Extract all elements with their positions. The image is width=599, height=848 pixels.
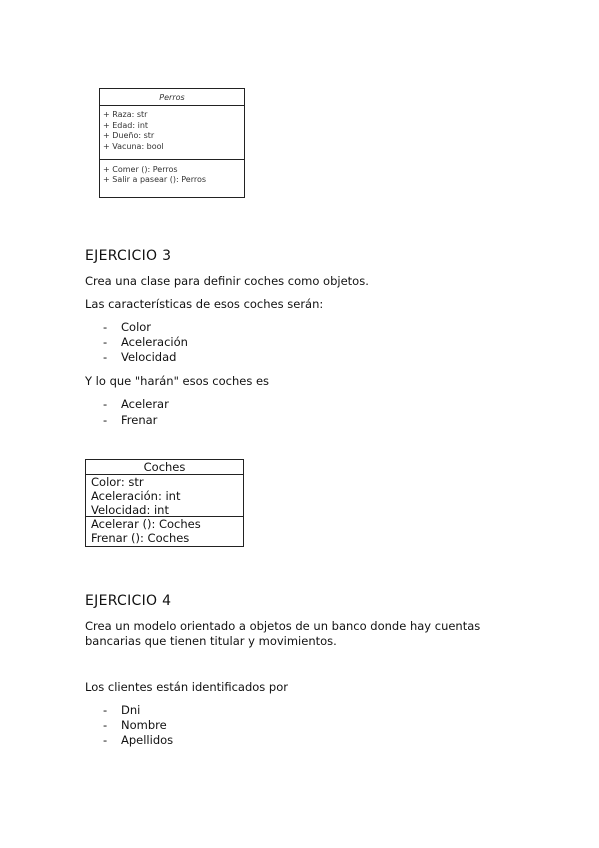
bullet-dash: - — [103, 335, 108, 349]
uml-attribute: + Edad: int — [103, 120, 149, 130]
heading-ejercicio-4: EJERCICIO 4 — [85, 593, 172, 609]
paragraph: Y lo que "harán" esos coches es — [85, 374, 270, 388]
uml-class-perros — [99, 88, 245, 198]
uml-attributes — [100, 105, 244, 159]
bullet-dash: - — [103, 703, 108, 717]
bullet-dash: - — [103, 718, 108, 732]
list-item-text: Velocidad — [121, 350, 177, 364]
list-item-text: Nombre — [121, 718, 167, 732]
uml-class-title: Perros — [159, 93, 185, 102]
bullet-dash: - — [103, 397, 108, 411]
bullet-dash: - — [103, 320, 108, 334]
uml-attribute: Velocidad: int — [91, 503, 169, 517]
paragraph-line: Crea un modelo orientado a objetos de un banco donde hay cuentas — [85, 619, 481, 633]
bullet-dash: - — [103, 733, 108, 747]
uml-attributes — [86, 474, 243, 516]
paragraph: Las características de esos coches serán: — [85, 297, 324, 311]
uml-attribute: Color: str — [91, 475, 144, 489]
heading-ejercicio-3: EJERCICIO 3 — [85, 248, 172, 264]
list-item-text: Acelerar — [121, 397, 169, 411]
uml-method: Acelerar (): Coches — [91, 517, 201, 531]
list-item-text: Apellidos — [121, 733, 174, 747]
paragraph-line: bancarias que tienen titular y movimientos. — [85, 634, 337, 648]
uml-method: + Salir a pasear (): Perros — [103, 175, 207, 184]
uml-attribute: + Vacuna: bool — [103, 141, 164, 151]
list-item-text: Dni — [121, 703, 141, 717]
paragraph: Los clientes están identificados por — [85, 680, 288, 694]
uml-methods — [100, 159, 244, 185]
uml-attribute: + Dueño: str — [103, 131, 155, 140]
uml-attribute: + Raza: str — [103, 110, 148, 119]
list-item-text: Aceleración — [121, 335, 188, 349]
uml-method: Frenar (): Coches — [91, 531, 190, 545]
uml-attribute: Aceleración: int — [91, 489, 181, 503]
uml-method: + Comer (): Perros — [103, 165, 178, 174]
list-item-text: Color — [121, 320, 152, 334]
bullet-dash: - — [103, 413, 108, 427]
uml-class-coches — [85, 459, 244, 547]
uml-methods — [86, 516, 243, 545]
uml-class-title: Coches — [143, 460, 186, 474]
bullet-dash: - — [103, 350, 108, 364]
paragraph: Crea una clase para definir coches como objetos. — [85, 274, 369, 288]
list-item-text: Frenar — [121, 413, 158, 427]
